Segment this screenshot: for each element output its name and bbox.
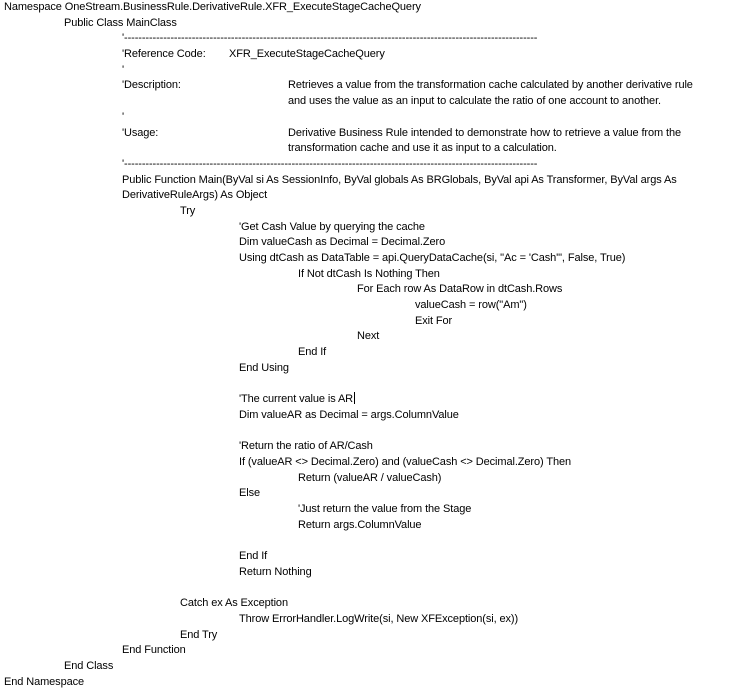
- code-line: [0, 565, 752, 581]
- code-line: [0, 643, 752, 659]
- code-line: [0, 439, 752, 455]
- text-caret: [354, 392, 355, 404]
- code-line: [0, 63, 752, 79]
- namespace-end: End Namespace: [4, 675, 85, 688]
- code-statement: End Try: [180, 628, 218, 641]
- code-statement: Dim valueCash as Decimal = Decimal.Zero: [239, 236, 446, 249]
- code-line: [0, 220, 752, 236]
- code-line: [0, 580, 752, 596]
- code-line: [0, 533, 752, 549]
- code-statement: End If: [239, 550, 268, 563]
- code-line: [0, 408, 752, 424]
- code-line: [0, 157, 752, 173]
- code-line: [0, 141, 752, 157]
- code-line: [0, 329, 752, 345]
- code-line: [0, 204, 752, 220]
- code-line: [0, 345, 752, 361]
- code-line: [0, 251, 752, 267]
- usage-text: Derivative Business Rule intended to demonstrate how to retrieve a value from the: [288, 126, 681, 139]
- code-line: [0, 612, 752, 628]
- code-line: [0, 314, 752, 330]
- code-line: [0, 173, 752, 189]
- code-statement: Next: [357, 330, 380, 343]
- code-comment: 'Get Cash Value by querying the cache: [239, 220, 425, 233]
- namespace-declaration: Namespace OneStream.BusinessRule.DerivativeRule.XFR_ExecuteStageCacheQuery: [4, 1, 421, 13]
- code-statement: End If: [298, 346, 327, 359]
- description-text: Retrieves a value from the transformation cache calculated by another derivative rule: [288, 79, 693, 92]
- code-line: [0, 596, 752, 612]
- code-line: [0, 659, 752, 675]
- code-line: [0, 377, 752, 393]
- code-line: [0, 110, 752, 126]
- code-line: [0, 298, 752, 314]
- code-line: [0, 16, 752, 32]
- code-statement: End Function: [122, 644, 186, 657]
- code-comment: 'Return the ratio of AR/Cash: [239, 440, 373, 453]
- code-statement: If (valueAR <> Decimal.Zero) and (valueCash <> Decimal.Zero) Then: [239, 455, 571, 468]
- class-declaration: Public Class MainClass: [64, 16, 177, 29]
- code-line: [0, 518, 752, 534]
- reference-code-value: XFR_ExecuteStageCacheQuery: [229, 48, 385, 61]
- code-line: [0, 471, 752, 487]
- code-statement: Dim valueAR as Decimal = args.ColumnValue: [239, 408, 459, 421]
- code-line: [0, 78, 752, 94]
- code-statement: Return Nothing: [239, 565, 312, 578]
- code-statement: Try: [180, 204, 196, 217]
- code-line: [0, 31, 752, 47]
- code-comment: 'Just return the value from the Stage: [298, 503, 472, 515]
- code-line: [0, 502, 752, 518]
- function-declaration: Public Function Main(ByVal si As SessionInfo, ByVal globals As BRGlobals, ByVal api As Transformer, ByVal args As: [122, 173, 677, 186]
- description-text: and uses the value as an input to calculate the ratio of one account to another.: [288, 95, 661, 108]
- code-statement: If Not dtCash Is Nothing Then: [298, 267, 440, 280]
- function-declaration: DerivativeRuleArgs) As Object: [122, 189, 268, 202]
- code-line: [0, 361, 752, 377]
- code-statement: End Using: [239, 361, 289, 374]
- code-statement: Exit For: [415, 314, 453, 327]
- code-line: [0, 549, 752, 565]
- code-line: [0, 0, 752, 16]
- code-line: [0, 47, 752, 63]
- code-line: [0, 628, 752, 644]
- code-line: [0, 424, 752, 440]
- comment-mark: ': [122, 63, 125, 76]
- code-line: [0, 392, 752, 408]
- code-line: [0, 455, 752, 471]
- code-statement: Using dtCash as DataTable = api.QueryDataCache(si, "Ac = 'Cash'", False, True): [239, 252, 626, 264]
- code-line: [0, 282, 752, 298]
- usage-label: 'Usage:: [122, 126, 159, 139]
- comment-divider: '--------------------------------------------------------------------------------------------------------------------: [122, 32, 538, 45]
- code-line: [0, 235, 752, 251]
- code-line: [0, 675, 752, 691]
- code-comment: 'The current value is AR: [239, 393, 354, 406]
- code-statement: Catch ex As Exception: [180, 597, 288, 610]
- comment-mark: ': [122, 110, 125, 123]
- code-line: [0, 188, 752, 204]
- class-end: End Class: [64, 659, 114, 672]
- code-statement: Else: [239, 487, 260, 500]
- usage-text: transformation cache and use it as input to a calculation.: [288, 142, 557, 155]
- code-statement: Return args.ColumnValue: [298, 518, 422, 531]
- code-statement: Throw ErrorHandler.LogWrite(si, New XFException(si, ex)): [239, 612, 519, 625]
- code-line: [0, 94, 752, 110]
- code-line: [0, 126, 752, 142]
- comment-divider: '--------------------------------------------------------------------------------------------------------------------: [122, 157, 538, 170]
- reference-code-label: 'Reference Code:: [122, 48, 206, 61]
- code-line: [0, 486, 752, 502]
- description-label: 'Description:: [122, 79, 181, 92]
- code-statement: Return (valueAR / valueCash): [298, 471, 442, 484]
- code-statement: For Each row As DataRow in dtCash.Rows: [357, 283, 563, 296]
- code-statement: valueCash = row("Am"): [415, 299, 527, 312]
- code-line: [0, 267, 752, 283]
